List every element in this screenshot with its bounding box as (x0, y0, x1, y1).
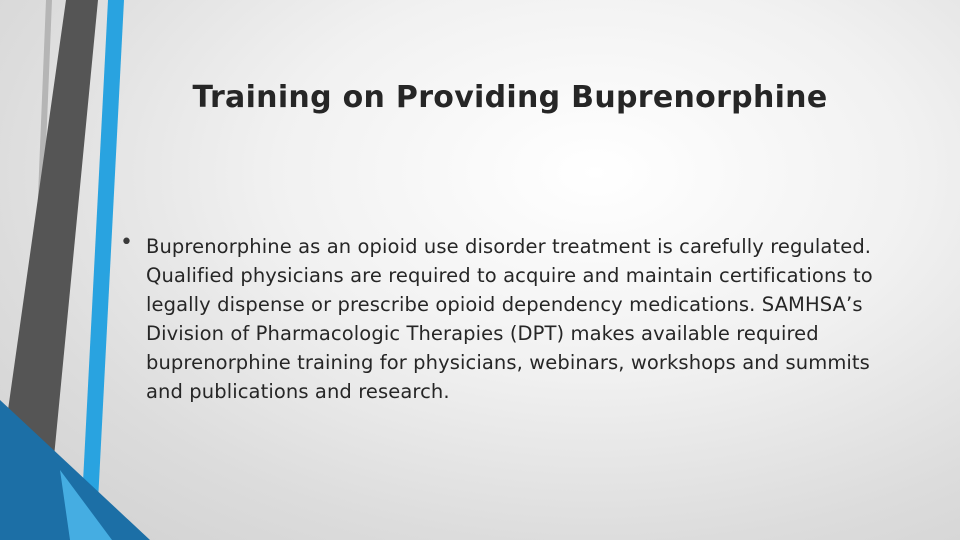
slide-content (120, 232, 910, 406)
bullet-icon: • (120, 230, 133, 255)
bullet-text: Buprenorphine as an opioid use disorder treatment is carefully regulated. Qualified physicians are required to acquire and maintain certifications to legally dispense or prescribe opioid dependency medications. SAMHSA’s Division of Pharmacologic Therapies (DPT) makes available required buprenorphine training for physicians, webinars, workshops and summits and publications and research. (146, 235, 873, 403)
bullet-item (120, 232, 910, 406)
slide-title: Training on Providing Buprenorphine (192, 80, 828, 115)
